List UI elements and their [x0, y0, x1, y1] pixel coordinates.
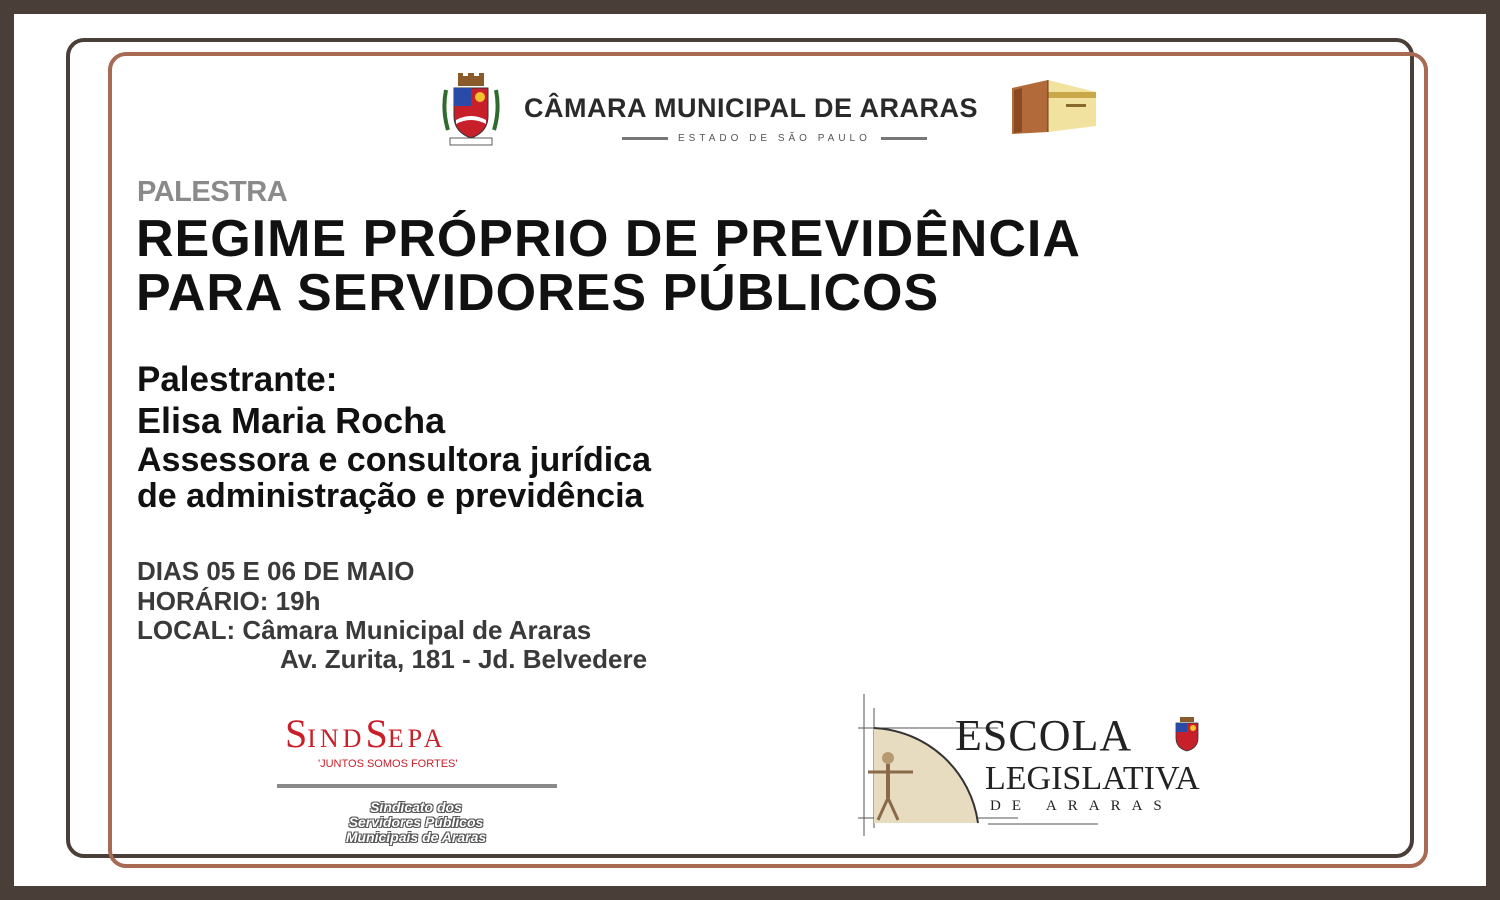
event-title	[136, 212, 1081, 320]
speaker-role-line1: Assessora e consultora jurídica	[137, 441, 651, 479]
speaker-role	[137, 442, 651, 514]
sindsepa-desc-line3: Municipais de Araras	[345, 829, 487, 845]
sindsepa-desc-line2: Servidores Públicos	[348, 814, 484, 830]
sindsepa-desc-line1: Sindicato dos	[370, 799, 462, 815]
sindsepa-logo: SINDSEPA	[285, 711, 447, 756]
city-coat-of-arms-icon	[440, 70, 502, 150]
event-time: HORÁRIO: 19h	[137, 586, 321, 616]
event-title-line2: PARA SERVIDORES PÚBLICOS	[136, 264, 940, 322]
org-subtitle: ESTADO DE SÃO PAULO	[612, 133, 922, 144]
city-coat-of-arms-small-icon	[1170, 716, 1204, 752]
chamber-building-icon	[1008, 78, 1100, 136]
sindsepa-slogan: 'JUNTOS SOMOS FORTES'	[318, 758, 458, 770]
speaker-label: Palestrante:	[137, 360, 338, 399]
event-dates: DIAS 05 E 06 DE MAIO	[137, 556, 415, 586]
sindsepa-description	[285, 800, 547, 845]
event-location: LOCAL: Câmara Municipal de Araras	[137, 615, 592, 645]
speaker-role-line2: de administração e previdência	[137, 477, 644, 515]
escola-subtitle: LEGISLATIVA	[985, 760, 1200, 797]
sindsepa-divider	[277, 784, 557, 788]
escola-city: DE ARARAS	[990, 798, 1173, 814]
escola-title: ESCOLA	[955, 711, 1133, 760]
event-address: Av. Zurita, 181 - Jd. Belvedere	[280, 644, 648, 674]
event-kicker: PALESTRA	[137, 176, 288, 208]
event-title-line1: REGIME PRÓPRIO DE PREVIDÊNCIA	[136, 210, 1081, 268]
org-name: CÂMARA MUNICIPAL DE ARARAS	[524, 93, 978, 123]
speaker-name: Elisa Maria Rocha	[137, 400, 446, 441]
